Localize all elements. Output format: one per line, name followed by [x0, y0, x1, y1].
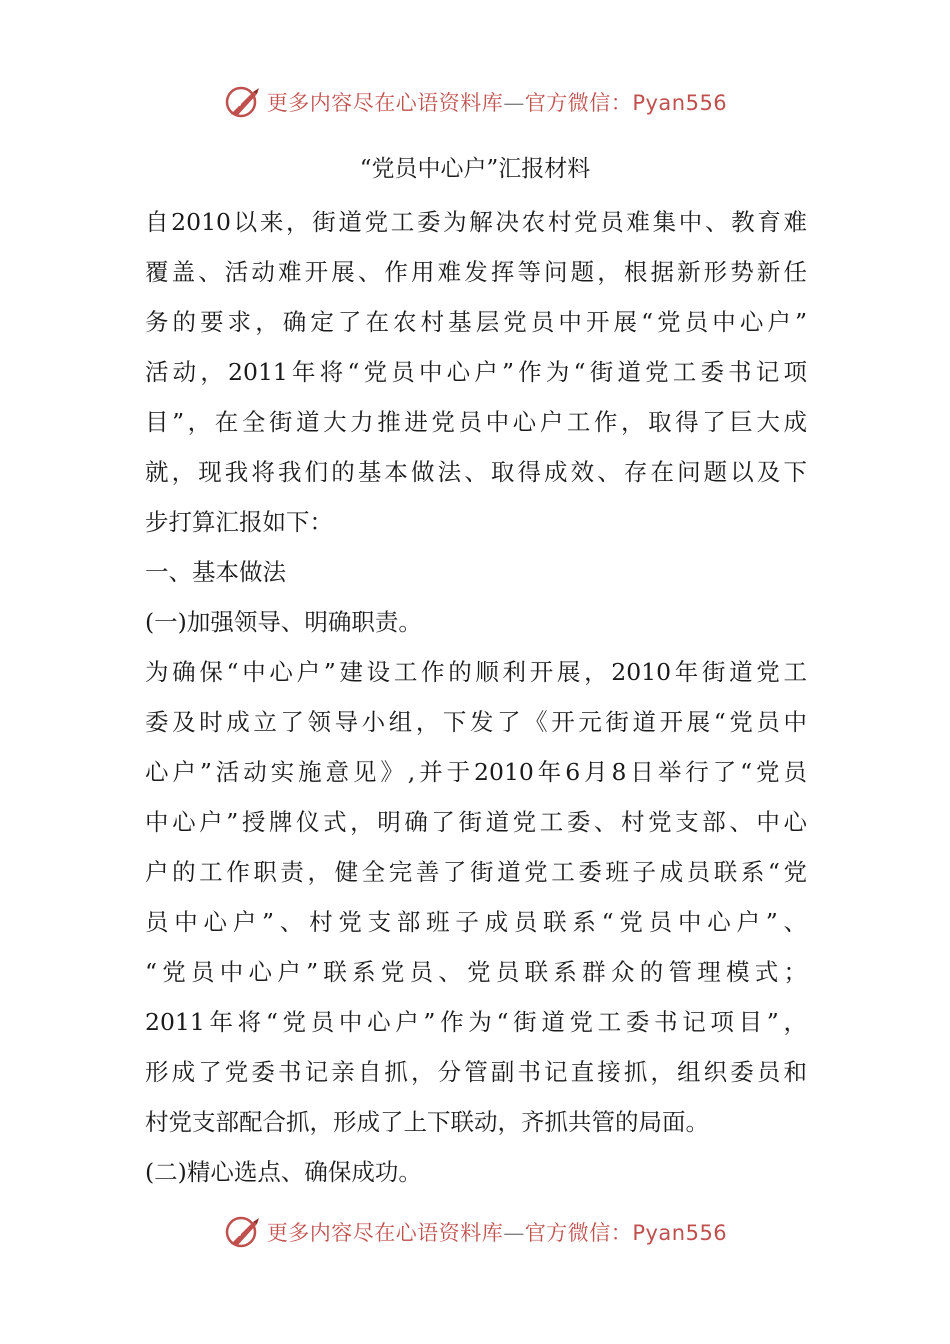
body-line: 自2010以来，街道党工委为解决农村党员难集中、教育难 [145, 208, 807, 236]
subsection-heading: (一)加强领导、明确职责。 [145, 608, 422, 636]
watermark-text [267, 1217, 727, 1247]
body-line: 2011年将“党员中心户”作为“街道党工委书记项目”， [145, 1008, 807, 1036]
body-line: 心户”活动实施意见》,并于2010年6月8日举行了“党员 [145, 758, 807, 786]
document-title: “党员中心户”汇报材料 [359, 156, 591, 182]
watermark-header [0, 82, 950, 122]
document-body [145, 197, 807, 1197]
section-heading: 一、基本做法 [145, 558, 286, 586]
pen-nib-logo-icon [223, 1214, 263, 1250]
watermark-footer [0, 1212, 950, 1252]
watermark-wechat-id: Pyan556 [632, 91, 728, 115]
watermark-label: 官方微信： [524, 91, 633, 115]
body-line: 为确保“中心户”建设工作的顺利开展，2010年街道党工 [145, 658, 807, 686]
watermark-wechat-id: Pyan556 [632, 1221, 728, 1245]
body-line: 活动，2011年将“党员中心户”作为“街道党工委书记项 [145, 358, 807, 386]
body-line: 形成了党委书记亲自抓，分管副书记直接抓，组织委员和 [145, 1058, 807, 1086]
body-line: “党员中心户”联系党员、党员联系群众的管理模式； [145, 958, 807, 986]
body-line: 户的工作职责，健全完善了街道党工委班子成员联系“党 [145, 858, 807, 886]
body-line: 中心户”授牌仪式，明确了街道党工委、村党支部、中心 [145, 808, 807, 836]
subsection-heading: (二)精心选点、确保成功。 [145, 1158, 422, 1186]
body-line: 务的要求，确定了在农村基层党员中开展“党员中心户” [145, 308, 807, 336]
watermark-dash: — [503, 1221, 525, 1245]
body-line: 覆盖、活动难开展、作用难发挥等问题，根据新形势新任 [145, 258, 807, 286]
body-line: 委及时成立了领导小组，下发了《开元街道开展“党员中 [145, 708, 807, 736]
watermark-cn-text: 更多内容尽在心语资料库 [266, 91, 504, 115]
body-line: 员中心户”、村党支部班子成员联系“党员中心户”、 [145, 908, 807, 936]
watermark-cn-text: 更多内容尽在心语资料库 [266, 1221, 504, 1245]
body-line: 目”，在全街道大力推进党员中心户工作，取得了巨大成 [145, 408, 807, 436]
watermark-dash: — [503, 91, 525, 115]
watermark-label: 官方微信： [524, 1221, 633, 1245]
body-line: 就，现我将我们的基本做法、取得成效、存在问题以及下 [145, 458, 807, 486]
body-line: 步打算汇报如下： [145, 508, 333, 536]
body-line: 村党支部配合抓，形成了上下联动，齐抓共管的局面。 [145, 1108, 709, 1136]
watermark-text [267, 87, 727, 117]
pen-nib-logo-icon [223, 84, 263, 120]
